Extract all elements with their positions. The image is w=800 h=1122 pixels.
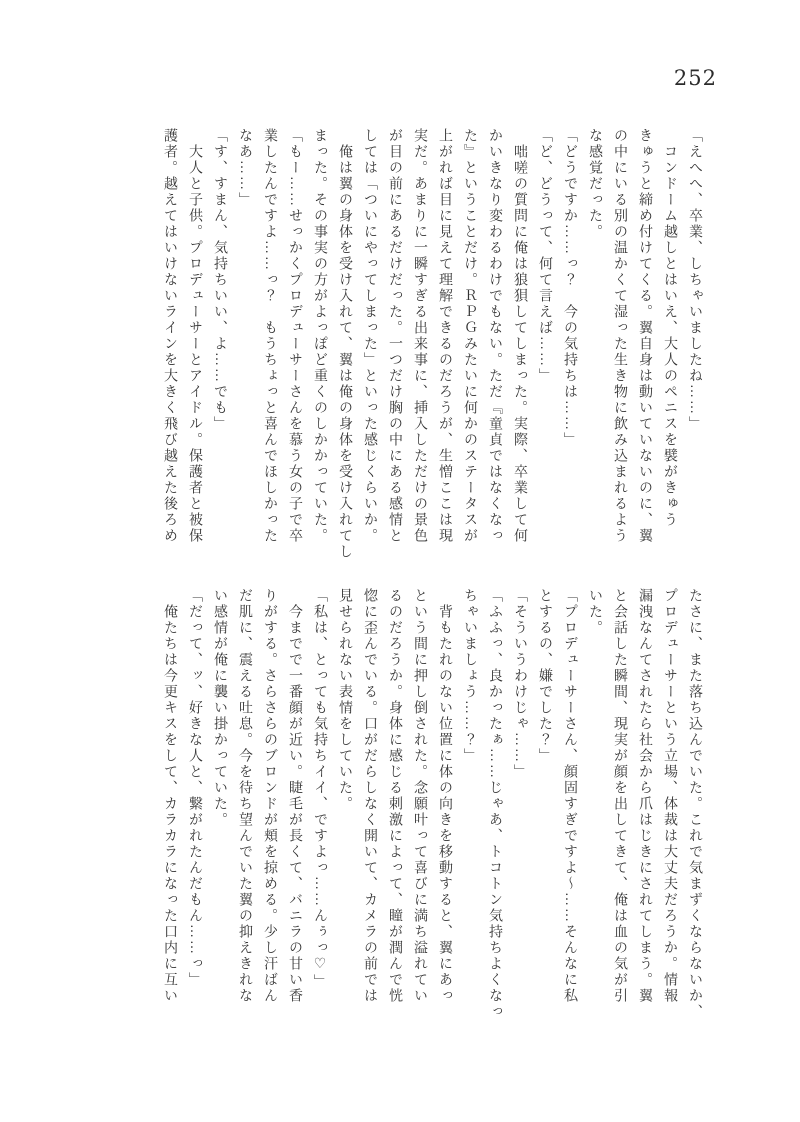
text-line: 実だ。あまりに一瞬すぎる出来事に、挿入しただけの景色: [412, 128, 427, 544]
text-line: 「だって、ッ、好きな人と、繋がれたんだもん……っ」: [187, 588, 202, 988]
text-line: ちゃいましょう……？」: [462, 588, 477, 764]
text-line: 「えへへ、卒業、しちゃいましたね……」: [687, 128, 702, 432]
text-line: きゅうと締め付けてくる。翼自身は動いていないのに、翼: [637, 128, 652, 544]
text-line: 護者。越えてはいけないラインを大きく飛び越えた後ろめ: [162, 128, 177, 544]
text-line: プロデューサーという立場、体裁は大丈夫だろうか。情報: [662, 588, 677, 1004]
text-line: と会話した瞬間、現実が顔を出してきて、俺は血の気が引: [612, 588, 627, 1004]
text-line: 俺は翼の身体を受け入れて、翼は俺の身体を受け入れてし: [337, 144, 352, 560]
text-line: 背もたれのない位置に体の向きを移動すると、翼にあっ: [437, 604, 452, 1004]
text-line: たさに、また落ち込んでいた。これで気まずくならないか、: [687, 588, 702, 1020]
text-line: とするの、嫌でした？」: [537, 588, 552, 764]
text-line: 惚に歪んでいる。口がだらしなく開いて、カメラの前では: [362, 588, 377, 1004]
text-line: 「プロデューサーさん、顔固すぎですよ〜……そんなに私: [562, 588, 577, 1004]
text-line: りがする。さらさらのブロンドが頬を掠める。少し汗ばん: [262, 588, 277, 1004]
text-line: が目の前にあるだけだった。一つだけ胸の中にある感情と: [387, 128, 402, 544]
text-line: コンドーム越しとはいえ、大人のペニスを襞がきゅう: [662, 144, 677, 528]
text-line: 今までで一番顔が近い。睫毛が長くて、バニラの甘い香: [287, 604, 302, 1004]
text-line: た』ということだけ。ＲＰＧみたいに何かのステータスが: [462, 128, 477, 544]
text-line: 漏洩なんてされたら社会から爪はじきにされてしまう。翼: [637, 588, 652, 1004]
text-block-top: [157, 128, 707, 578]
text-line: なあ……」: [237, 128, 252, 208]
text-line: るのだろうか。身体に感じる刺激によって、瞳が潤んで恍: [387, 588, 402, 1004]
text-line: 俺たちは今更キスをして、カラカラになった口内に互い: [162, 604, 177, 1004]
text-line: いた。: [587, 588, 602, 636]
text-line: 「ど、どうって、何て言えば……」: [537, 128, 552, 384]
text-line: まった。その事実の方がよっぽど重くのしかかっていた。: [312, 128, 327, 544]
text-line: 「そういうわけじゃ……」: [512, 588, 527, 780]
text-line: 「どうですか……っ？ 今の気持ちは……」: [562, 128, 577, 448]
text-line: 「私は、とっても気持ちイイ、ですよっ……んぅっ♡」: [312, 588, 327, 990]
text-line: な感覚だった。: [587, 128, 602, 240]
text-line: い感情が俺に襲い掛かっていた。: [212, 588, 227, 828]
text-line: という間に押し倒された。念願叶って喜びに満ち溢れてい: [412, 588, 427, 1004]
text-line: 咄嗟の質問に俺は狼狽してしまった。実際、卒業して何: [512, 144, 527, 544]
text-line: 上がれば目に見えて理解できるのだろうが、生憎ここは現: [437, 128, 452, 544]
text-line: 「す、すまん、気持ちいい、よ……でも」: [212, 128, 227, 432]
text-line: の中にいる別の温かくて湿った生き物に飲み込まれるよう: [612, 128, 627, 544]
text-line: しては「ついにやってしまった」といった感じくらいか。: [362, 128, 377, 544]
text-line: 業したんですよ……っ？ もうちょっと喜んでほしかった: [262, 128, 277, 544]
text-line: 「もー……せっかくプロデューサーさんを慕う女の子で卒: [287, 128, 302, 544]
text-line: 「ふふっ、良かったぁ……じゃあ、トコトン気持ちよくなっ: [487, 588, 502, 1020]
text-line: 大人と子供。プロデューサーとアイドル。保護者と被保: [187, 144, 202, 544]
page-number: 252: [673, 66, 717, 90]
text-line: かいきなり変わるわけでもない。ただ『童貞ではなくなっ: [487, 128, 502, 544]
text-line: だ肌に、震える吐息。今を待ち望んでいた翼の抑えきれな: [237, 588, 252, 1004]
text-line: 見せられない表情をしていた。: [337, 588, 352, 812]
text-block-bottom: [157, 588, 707, 1058]
